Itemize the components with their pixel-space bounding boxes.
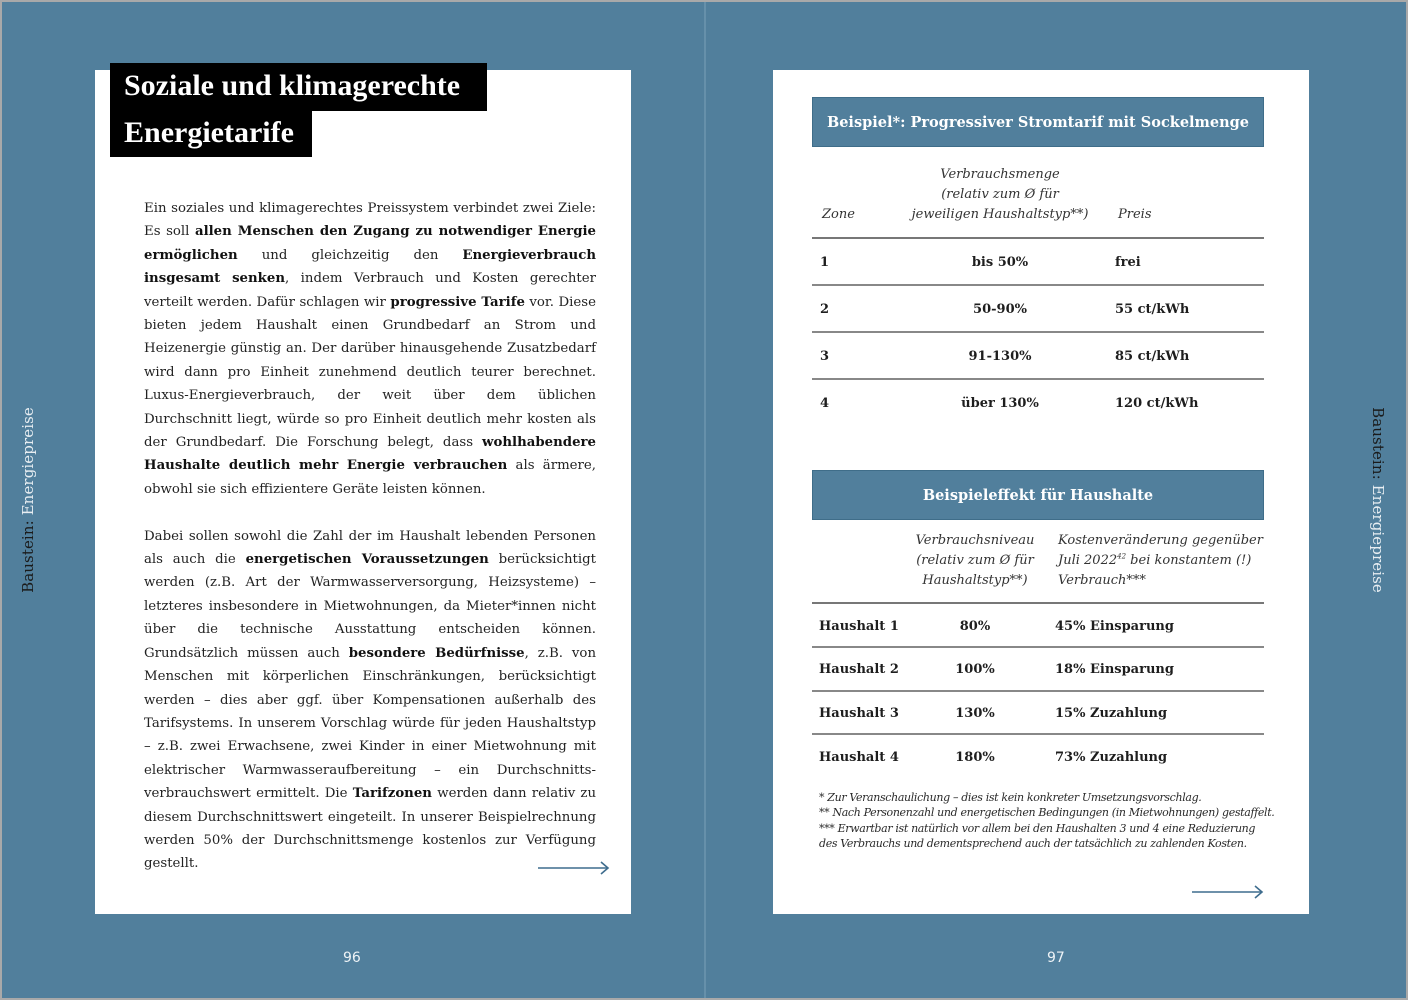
arrow-right-icon[interactable] [1190,884,1266,900]
table-rule [812,733,1264,735]
zone-cell: 2 [820,302,830,317]
zone-cell: 1 [820,255,830,270]
change-cell: 18% Einsparung [1055,662,1174,677]
column-header-price: Preis [1118,207,1152,222]
paragraph-2 [144,525,596,876]
paragraph-1 [144,197,596,501]
level-cell: 100% [955,662,995,677]
header-line: Verbrauch*** [1058,573,1146,588]
text-run: berücksichtigt werden (z.B. Art der Warmwasserversorgung, Heizsysteme) – letzteres insbesondere in Mietwohnungen, da Mieter*innen nicht über die technische Ausstattung entscheiden können. Grundsätzlich müssen auch [144,552,596,661]
change-cell: 73% Zuzahlung [1055,750,1168,765]
side-label-prefix: Baustein: [1369,407,1387,480]
amount-cell: 50-90% [973,302,1027,317]
column-header-zone: Zone [822,207,855,222]
column-header-consumption-level [905,531,1045,591]
bold-run: Energieverbrauch insgesamt senken [144,247,596,287]
header-line: Verbrauchsniveau [915,533,1035,548]
bold-run: allen Menschen den Zugang zu notwendiger Energie ermöglichen [144,224,596,263]
page-number-left: 96 [343,950,361,966]
text-run: , z.B. von Menschen mit körperlichen Einschränkungen, berücksichtigt werden – dies aber ggf. über Kompensationen außerhalb des Tarifsystems. In unserem Vorschlag würde für jeden Haushaltstyp – z.B. zwei Erwachsene, zwei Kinder in einer Mietwohnung mit elektrischer Warmwasseraufbereitung – ein Durchschnittsverbrauchswert ermittelt. Die [144,645,597,802]
column-header-amount [900,165,1100,225]
change-cell: 15% Zuzahlung [1055,706,1168,721]
bold-run: energetischen Voraussetzungen [245,552,489,568]
amount-cell: 91-130% [968,349,1032,364]
text-run: bei konstantem (!) [1126,553,1252,568]
side-label-prefix: Baustein: [19,520,37,593]
table-rule [812,602,1264,604]
header-line: jeweiligen Haushaltstyp**) [911,207,1089,222]
bold-run: Tarifzonen [352,786,432,802]
amount-cell: bis 50% [971,255,1029,270]
header-line: Kostenveränderung gegenüber [1058,533,1263,548]
text-run: Ein soziales und klimagerechtes Preissystem verbindet zwei Ziele: Es soll [144,201,596,240]
text-run: und gleichzeitig den [237,247,463,263]
text-run: als ärmere, obwohl sie sich effizientere Geräte leisten können. [144,458,597,497]
zone-cell: 3 [820,349,830,364]
header-line: Haushaltstyp**) [922,573,1028,588]
household-cell: Haushalt 3 [819,706,899,721]
header-line: (relativ zum Ø für [941,187,1059,202]
price-cell: 120 ct/kWh [1115,396,1199,411]
price-cell: 85 ct/kWh [1115,349,1190,364]
arrow-right-icon[interactable] [536,860,612,876]
body-text [144,197,596,899]
household-cell: Haushalt 2 [819,662,899,677]
footnote: des Verbrauchs und dementsprechend auch der tatsächlich zu zahlenden Kosten. [819,836,1247,850]
table-rule [812,284,1264,286]
price-cell: 55 ct/kWh [1115,302,1190,317]
table-rule [812,378,1264,380]
change-cell: 45% Einsparung [1055,619,1174,634]
header-line: (relativ zum Ø für [916,553,1034,568]
household-cell: Haushalt 4 [819,750,899,765]
section-side-label-right [1369,407,1387,593]
page-title-line-1: Soziale und klimagerechte [110,63,487,111]
text-run: vor. Diese bieten jedem Haushalt einen Grundbedarf an Strom und Heizenergie günstig an. Der darüber hinausgehende Zusatzbedarf wird dann pro Einheit zunehmend deutlich teurer berechnet. Luxus-Energieverbrauch, der weit über dem üblichen Durchschnitt liegt, würde so pro Einheit deutlich mehr kosten als der Grundbedarf. Die Forschung belegt, dass [144,294,596,451]
table-rule [812,237,1264,239]
header-line: Verbrauchsmenge [940,167,1060,182]
header-line [1058,551,1268,571]
bold-run: besondere Bedürfnisse [348,645,525,661]
footnotes [819,790,1275,851]
bold-run: wohlhabendere Haushalte deutlich mehr Energie verbrauchen [144,435,596,474]
footnote-reference: 42 [1117,552,1127,561]
tariff-table-title: Beispiel*: Progressiver Stromtarif mit Sockelmenge [812,97,1264,147]
zone-cell: 4 [820,396,830,411]
bold-run: progressive Tarife [390,294,525,310]
price-cell: frei [1115,255,1141,270]
footnote: ** Nach Personenzahl und energetischen Bedingungen (in Mietwohnungen) gestaffelt. [819,806,1275,820]
page-gutter-divider [704,2,706,998]
page-number-right: 97 [1047,950,1065,966]
text-run: werden dann relativ zu diesem Durchschnittswert eingeteilt. In unserer Beispielrechnung werden 50% der Durchschnittsmenge kostenlos zur Verfügung gestellt. [144,786,597,872]
level-cell: 130% [955,706,995,721]
table-rule [812,646,1264,648]
text-run: , indem Verbrauch und Kosten gerechter verteilt werden. Dafür schlagen wir [144,271,597,310]
household-cell: Haushalt 1 [819,619,899,634]
section-side-label-left [19,407,37,593]
table-rule [812,690,1264,692]
side-label-topic: Energiepreise [19,407,37,516]
level-cell: 80% [959,619,991,634]
page-title-line-2: Energietarife [110,110,312,157]
text-run: Juli 2022 [1058,553,1118,568]
household-effect-table-title: Beispieleffekt für Haushalte [812,470,1264,520]
amount-cell: über 130% [961,396,1039,411]
column-header-cost-change [1058,531,1268,591]
table-rule [812,331,1264,333]
side-label-topic: Energiepreise [1369,484,1387,593]
level-cell: 180% [955,750,995,765]
text-run: Dabei sollen sowohl die Zahl der im Haushalt lebenden Personen als auch die [144,528,596,568]
footnote: * Zur Veranschaulichung – dies ist kein konkreter Umsetzungsvorschlag. [819,791,1202,804]
footnote: *** Erwartbar ist natürlich vor allem bei den Haushalten 3 und 4 eine Reduzierung [819,821,1256,835]
